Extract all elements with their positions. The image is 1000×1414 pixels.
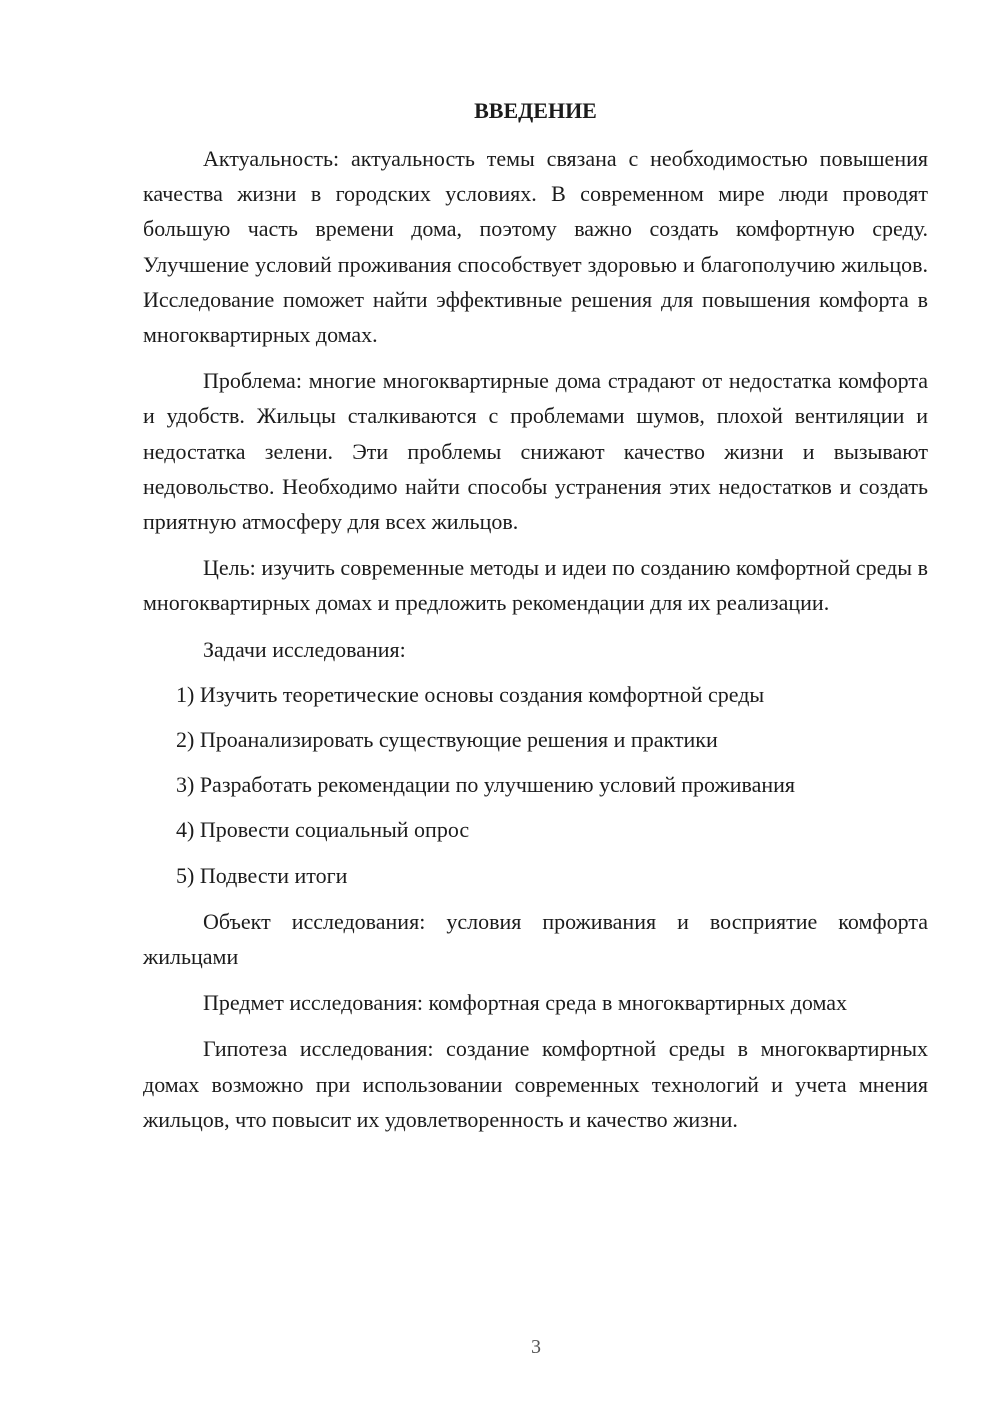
page-title: ВВЕДЕНИЕ: [474, 98, 597, 123]
task-item-3: 3) Разработать рекомендации по улучшению условий проживания: [176, 772, 796, 798]
paragraph-problem: Проблема: многие многоквартирные дома страдают от недостатка комфорта и удобств. Жильцы сталкиваются с проблемами шумов, плохой вентиляции и недостатка зелени. Эти проблемы снижают качество жизни и вызывают недовольство. Необходимо найти способы устранения этих недостатков и создать приятную атмосферу для всех жильцов.: [143, 368, 928, 535]
paragraph-relevance: Актуальность: актуальность темы связана с необходимостью повышения качества жизни в городских условиях. В современном мире люди проводят большую часть времени дома, поэтому важно создать комфортную среду. Улучшение условий проживания способствует здоровью и благополучию жильцов. Исследование поможет найти эффективные решения для повышения комфорта в многоквартирных домах.: [143, 146, 928, 348]
tasks-heading: Задачи исследования:: [203, 636, 406, 662]
page-content: [143, 93, 928, 1137]
paragraph-goal: Цель: изучить современные методы и идеи по созданию комфортной среды в многоквартирных домах и предложить рекомендации для их реализации.: [143, 555, 928, 616]
task-item-5: 5) Подвести итоги: [176, 862, 348, 888]
paragraph-subject: Предмет исследования: комфортная среда в многоквартирных домах: [203, 990, 848, 1016]
task-item-2: 2) Проанализировать существующие решения и практики: [176, 727, 718, 753]
task-item-4: 4) Провести социальный опрос: [176, 817, 470, 843]
task-item-1: 1) Изучить теоретические основы создания комфортной среды: [176, 681, 765, 707]
paragraph-hypothesis: Гипотеза исследования: создание комфортной среды в многоквартирных домах возможно при использовании современных технологий и учета мнения жильцов, что повысит их удовлетворенность и качество жизни.: [143, 1036, 928, 1132]
page-number: 3: [531, 1336, 541, 1358]
paragraph-object: Объект исследования: условия проживания и восприятие комфорта жильцами: [143, 908, 928, 970]
